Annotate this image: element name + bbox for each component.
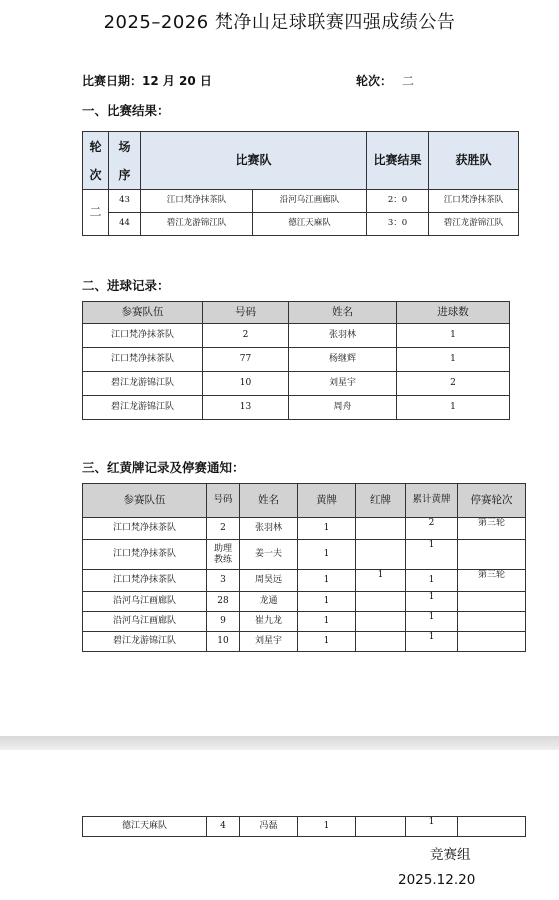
team-cell: 沿河乌江画廊队 <box>83 612 207 632</box>
header-result: 比赛结果 <box>367 132 429 190</box>
cards-table-continued <box>82 816 526 837</box>
winner-cell: 江口梵净抹茶队 <box>429 190 519 213</box>
table-row <box>83 348 510 372</box>
result-cell: 3：0 <box>367 213 429 236</box>
yellow-cell: 1 <box>298 592 356 612</box>
section2-heading: 二、进球记录： <box>82 278 170 293</box>
round-cell: 二 <box>83 190 109 236</box>
cards-table <box>82 483 526 652</box>
header-yellow: 黄牌 <box>298 484 356 518</box>
round-value: 二 <box>402 74 415 88</box>
table-row <box>83 518 526 540</box>
table-row <box>83 324 510 348</box>
red-cell: 1 <box>356 570 406 592</box>
number-cell: 助理教练 <box>207 540 240 570</box>
header-accum-yellow: 累计黄牌 <box>406 484 458 518</box>
result-cell: 2：0 <box>367 190 429 213</box>
accum-cell: 1 <box>406 632 458 652</box>
number-cell: 2 <box>203 324 289 348</box>
team-cell: 江口梵净抹茶队 <box>83 348 203 372</box>
red-cell <box>356 632 406 652</box>
number-cell: 77 <box>203 348 289 372</box>
name-cell: 周昊远 <box>240 570 298 592</box>
page-break-divider <box>0 736 559 750</box>
accum-cell: 2 <box>406 518 458 540</box>
page-title: 2025–2026 梵净山足球联赛四强成绩公告 <box>103 12 456 33</box>
accum-cell: 1 <box>406 570 458 592</box>
red-cell <box>356 592 406 612</box>
team-cell: 江口梵净抹茶队 <box>83 540 207 570</box>
yellow-cell: 1 <box>298 632 356 652</box>
name-cell: 冯磊 <box>240 817 298 837</box>
round-label: 轮次： <box>356 74 393 88</box>
number-cell: 9 <box>207 612 240 632</box>
red-cell <box>356 540 406 570</box>
name-cell: 刘星宇 <box>289 372 397 396</box>
number-cell: 3 <box>207 570 240 592</box>
section1-heading: 一、比赛结果： <box>82 103 170 118</box>
accum-cell: 1 <box>406 612 458 632</box>
winner-cell: 碧江龙游锦江队 <box>429 213 519 236</box>
number-cell: 28 <box>207 592 240 612</box>
table-row <box>83 213 519 236</box>
name-cell: 周舟 <box>289 396 397 420</box>
name-cell: 姜一夫 <box>240 540 298 570</box>
issue-date: 2025.12.20 <box>398 872 476 888</box>
goals-cell: 1 <box>397 348 510 372</box>
team-cell: 碧江龙游锦江队 <box>83 372 203 396</box>
header-team: 参赛队伍 <box>83 302 203 324</box>
table-row <box>83 570 526 592</box>
goals-cell: 2 <box>397 372 510 396</box>
issuer-label: 竞赛组 <box>430 847 471 863</box>
team-a-cell: 碧江龙游锦江队 <box>141 213 253 236</box>
red-cell <box>356 817 406 837</box>
name-cell: 杨继辉 <box>289 348 397 372</box>
header-number: 号码 <box>207 484 240 518</box>
section3-heading: 三、红黄牌记录及停赛通知： <box>82 460 245 475</box>
header-red: 红牌 <box>356 484 406 518</box>
seq-cell: 44 <box>109 213 141 236</box>
number-cell: 2 <box>207 518 240 540</box>
suspension-cell: 第三轮 <box>458 518 526 540</box>
number-cell: 10 <box>207 632 240 652</box>
name-cell: 刘星宇 <box>240 632 298 652</box>
yellow-cell: 1 <box>298 612 356 632</box>
table-row <box>83 190 519 213</box>
suspension-cell: 第三轮 <box>458 570 526 592</box>
goals-cell: 1 <box>397 324 510 348</box>
suspension-cell <box>458 632 526 652</box>
yellow-cell: 1 <box>298 540 356 570</box>
match-date: 比赛日期：12 月 20 日 <box>82 74 212 88</box>
suspension-cell <box>458 540 526 570</box>
red-cell <box>356 612 406 632</box>
number-cell: 4 <box>207 817 240 837</box>
header-name: 姓名 <box>240 484 298 518</box>
team-cell: 德江天麻队 <box>83 817 207 837</box>
seq-cell: 43 <box>109 190 141 213</box>
red-cell <box>356 518 406 540</box>
header-number: 号码 <box>203 302 289 324</box>
header-round: 轮次 <box>83 132 109 190</box>
number-cell: 10 <box>203 372 289 396</box>
name-cell: 张羽林 <box>289 324 397 348</box>
header-winner: 获胜队 <box>429 132 519 190</box>
header-suspension: 停赛轮次 <box>458 484 526 518</box>
yellow-cell: 1 <box>298 817 356 837</box>
header-teams: 比赛队 <box>141 132 367 190</box>
accum-cell: 1 <box>406 817 458 837</box>
team-b-cell: 德江天麻队 <box>253 213 367 236</box>
yellow-cell: 1 <box>298 518 356 540</box>
name-cell: 崔九龙 <box>240 612 298 632</box>
table-row <box>83 396 510 420</box>
table-row <box>83 632 526 652</box>
team-cell: 江口梵净抹茶队 <box>83 518 207 540</box>
accum-cell: 1 <box>406 592 458 612</box>
table-row <box>83 592 526 612</box>
team-cell: 江口梵净抹茶队 <box>83 570 207 592</box>
accum-cell: 1 <box>406 540 458 570</box>
table-row <box>83 540 526 570</box>
goals-table <box>82 301 510 420</box>
results-table <box>82 131 519 236</box>
suspension-cell <box>458 592 526 612</box>
table-row <box>83 612 526 632</box>
goals-cell: 1 <box>397 396 510 420</box>
yellow-cell: 1 <box>298 570 356 592</box>
number-cell: 13 <box>203 396 289 420</box>
header-seq: 场序 <box>109 132 141 190</box>
team-a-cell: 江口梵净抹茶队 <box>141 190 253 213</box>
team-cell: 江口梵净抹茶队 <box>83 324 203 348</box>
team-cell: 沿河乌江画廊队 <box>83 592 207 612</box>
team-cell: 碧江龙游锦江队 <box>83 632 207 652</box>
header-team: 参赛队伍 <box>83 484 207 518</box>
table-row <box>83 372 510 396</box>
suspension-cell <box>458 817 526 837</box>
name-cell: 龙通 <box>240 592 298 612</box>
team-cell: 碧江龙游锦江队 <box>83 396 203 420</box>
header-goals: 进球数 <box>397 302 510 324</box>
table-row <box>83 817 526 837</box>
suspension-cell <box>458 612 526 632</box>
header-name: 姓名 <box>289 302 397 324</box>
name-cell: 张羽林 <box>240 518 298 540</box>
team-b-cell: 沿河乌江画廊队 <box>253 190 367 213</box>
